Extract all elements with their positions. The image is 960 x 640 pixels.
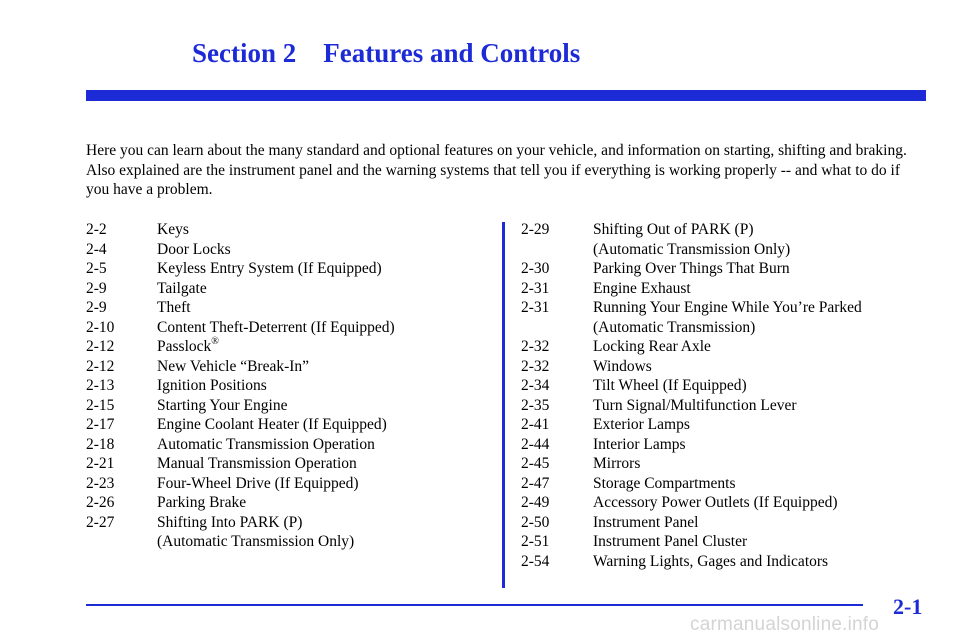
toc-entry-title: [157, 435, 375, 455]
toc-entry-title: [593, 493, 838, 513]
toc-page-number: 2-23: [86, 474, 115, 492]
toc-column-right: [521, 220, 862, 571]
toc-entry-title: [593, 357, 652, 377]
toc-entry-title: [157, 279, 207, 299]
toc-entry: [521, 357, 862, 377]
toc-entry: [86, 298, 395, 318]
toc-title-text: Ignition Positions: [157, 377, 267, 394]
toc-page-number: 2-31: [521, 299, 550, 316]
toc-entry: [86, 493, 395, 513]
toc-title-text: Four-Wheel Drive (If Equipped): [157, 474, 359, 492]
toc-entry: [521, 279, 862, 299]
toc-entry-title: [157, 376, 267, 396]
toc-entry: [521, 493, 862, 513]
toc-title-text: Accessory Power Outlets (If Equipped): [593, 494, 838, 511]
toc-page-number: 2-45: [521, 455, 550, 472]
footer-rule: [86, 604, 863, 606]
toc-entry-title: [593, 552, 828, 572]
toc-entry: [86, 513, 395, 533]
header-rule: [86, 90, 926, 101]
page-number: 2-1: [893, 594, 923, 619]
toc-entry-title: [593, 259, 790, 279]
toc-entry: [521, 337, 862, 357]
toc-page-number: 2-13: [86, 377, 115, 394]
toc-page-number: 2-15: [86, 396, 115, 414]
toc-title-text: New Vehicle “Break-In”: [157, 357, 310, 375]
toc-entry: [86, 259, 395, 279]
intro-paragraph: Here you can learn about the many standard and optional features on your vehicle, and information on starting, shifting and braking. Also explained are the instrument panel and the warning systems that tell you if everything is working properly -- and what to do if you have a problem.: [86, 142, 907, 199]
toc-entry: [521, 474, 862, 494]
toc-entry-title: [593, 415, 690, 435]
toc-entry-title: [593, 474, 736, 494]
toc-entry: [86, 279, 395, 299]
toc-entry-title: [593, 318, 755, 338]
toc-entry: [86, 220, 395, 240]
toc-page-number: 2-21: [86, 455, 115, 472]
toc-page-number: 2-34: [521, 377, 550, 394]
toc-entry: [86, 357, 395, 377]
toc-entry-title: [157, 415, 387, 435]
toc-page-number: 2-27: [86, 513, 115, 531]
toc-page-number: 2-5: [86, 260, 107, 277]
toc-title-text: Parking Brake: [157, 494, 247, 511]
toc-page-number: 2-18: [86, 435, 115, 453]
toc-entry: [86, 337, 395, 357]
toc-entry: [86, 240, 395, 260]
toc-page-number: 2-12: [86, 338, 115, 355]
toc-entry-title: [593, 279, 691, 299]
toc-page-number: 2-10: [86, 318, 115, 336]
toc-entry: [521, 532, 862, 552]
toc-title-text: Theft: [157, 299, 191, 316]
toc-entry: [521, 396, 862, 416]
toc-entry: [521, 552, 862, 572]
toc-entry-title: [593, 337, 711, 357]
toc-title-text: Keys: [157, 221, 189, 238]
toc-entry: [521, 318, 862, 338]
toc-page-number: 2-2: [86, 221, 107, 238]
toc-entry-title: [157, 240, 231, 260]
toc-title-text: Door Locks: [157, 240, 231, 258]
toc-entry: [521, 454, 862, 474]
toc-title-text: Tailgate: [157, 279, 207, 297]
toc-entry-title: [593, 376, 747, 396]
toc-title-text: Shifting Into PARK (P): [157, 513, 303, 531]
toc-entry-title: [157, 220, 189, 240]
toc-entry: [521, 259, 862, 279]
toc-page-number: 2-12: [86, 357, 115, 375]
toc-entry-title: [593, 454, 640, 474]
toc-title-text: (Automatic Transmission Only): [157, 533, 355, 550]
toc-page-number: 2-31: [521, 279, 550, 297]
toc-entry-title: [593, 220, 753, 240]
toc-page-number: 2-35: [521, 396, 550, 414]
toc-page-number: [521, 240, 593, 260]
toc-entry: [86, 318, 395, 338]
toc-page-number: [86, 532, 157, 552]
watermark: carmanualsonline.info: [690, 614, 880, 635]
toc-entry: [521, 435, 862, 455]
toc-title-text: Engine Coolant Heater (If Equipped): [157, 416, 387, 433]
toc-page-number: 2-30: [521, 260, 550, 277]
toc-title-text: Running Your Engine While You’re Parked: [593, 299, 862, 316]
toc-entry-title: [157, 532, 354, 552]
toc-page-number: 2-9: [86, 299, 107, 316]
section-title: Section 2 Features and Controls: [192, 38, 581, 68]
toc-page-number: 2-51: [521, 533, 550, 550]
toc-title-text: Mirrors: [593, 455, 641, 472]
column-divider: [502, 222, 505, 588]
toc-entry-title: [593, 396, 797, 416]
toc-page-number: 2-47: [521, 474, 550, 492]
toc-page-number: [521, 318, 593, 338]
toc-entry-title: [157, 357, 309, 377]
toc-page-number: 2-50: [521, 513, 550, 531]
toc-entry-title: [593, 532, 747, 552]
toc-entry: [521, 240, 862, 260]
toc-title-text: Content Theft-Deterrent (If Equipped): [157, 318, 395, 336]
toc-page-number: 2-44: [521, 435, 550, 453]
toc-entry-title: [593, 298, 862, 318]
toc-title-text: Instrument Panel Cluster: [593, 533, 748, 550]
toc-entry-title: [157, 474, 359, 494]
toc-entry: [86, 454, 395, 474]
toc-entry-title: [157, 298, 191, 318]
toc-title-text: Keyless Entry System (If Equipped): [157, 260, 382, 277]
toc-page-number: 2-32: [521, 357, 550, 375]
toc-title-text: Passlock: [157, 338, 212, 355]
toc-entry-title: [157, 318, 395, 338]
toc-entry-title: [157, 454, 357, 474]
toc-entry-title: [157, 396, 287, 416]
toc-page-number: 2-17: [86, 416, 115, 433]
toc-entry-title: [593, 240, 790, 260]
toc-title-text: Parking Over Things That Burn: [593, 260, 790, 277]
toc-page-number: 2-32: [521, 338, 550, 355]
toc-title-text: Turn Signal/Multifunction Lever: [593, 396, 797, 414]
toc-entry-title: [157, 513, 302, 533]
toc-entry: [86, 532, 395, 552]
toc-entry-title: [157, 493, 246, 513]
toc-title-text: Engine Exhaust: [593, 279, 691, 297]
toc-entry: [521, 513, 862, 533]
toc-title-text: Instrument Panel: [593, 513, 699, 531]
toc-title-text: (Automatic Transmission Only): [593, 240, 791, 258]
toc-title-text: Warning Lights, Gages and Indicators: [593, 552, 829, 570]
toc-entry-title: [593, 435, 686, 455]
toc-title-text: Storage Compartments: [593, 474, 736, 492]
toc-page-number: 2-29: [521, 221, 550, 238]
toc-title-text: Exterior Lamps: [593, 416, 690, 433]
toc-page-number: 2-26: [86, 494, 115, 511]
toc-column-left: [86, 220, 395, 552]
toc-title-text: Interior Lamps: [593, 435, 686, 453]
toc-page-number: 2-54: [521, 552, 550, 570]
toc-title-text: (Automatic Transmission): [593, 318, 756, 336]
registered-mark: ®: [211, 336, 219, 347]
toc-page-number: 2-9: [86, 279, 107, 297]
toc-entry: [86, 415, 395, 435]
toc-page-number: 2-41: [521, 416, 550, 433]
toc-entry-title: [593, 513, 698, 533]
toc-title-text: Locking Rear Axle: [593, 338, 711, 355]
toc-page-number: 2-49: [521, 494, 550, 511]
toc-entry-title: [157, 337, 219, 357]
toc-entry: [521, 415, 862, 435]
toc-title-text: Shifting Out of PARK (P): [593, 221, 754, 238]
toc-title-text: Starting Your Engine: [157, 396, 288, 414]
toc-entry: [521, 376, 862, 396]
toc-title-text: Automatic Transmission Operation: [157, 435, 375, 453]
toc-title-text: Tilt Wheel (If Equipped): [593, 377, 747, 394]
toc-entry: [521, 298, 862, 318]
toc-entry: [86, 376, 395, 396]
toc-title-text: Manual Transmission Operation: [157, 455, 357, 472]
toc-page-number: 2-4: [86, 240, 107, 258]
toc-entry-title: [157, 259, 382, 279]
toc-entry: [86, 396, 395, 416]
toc-entry: [521, 220, 862, 240]
toc-entry: [86, 474, 395, 494]
toc-title-text: Windows: [593, 357, 652, 375]
toc-entry: [86, 435, 395, 455]
